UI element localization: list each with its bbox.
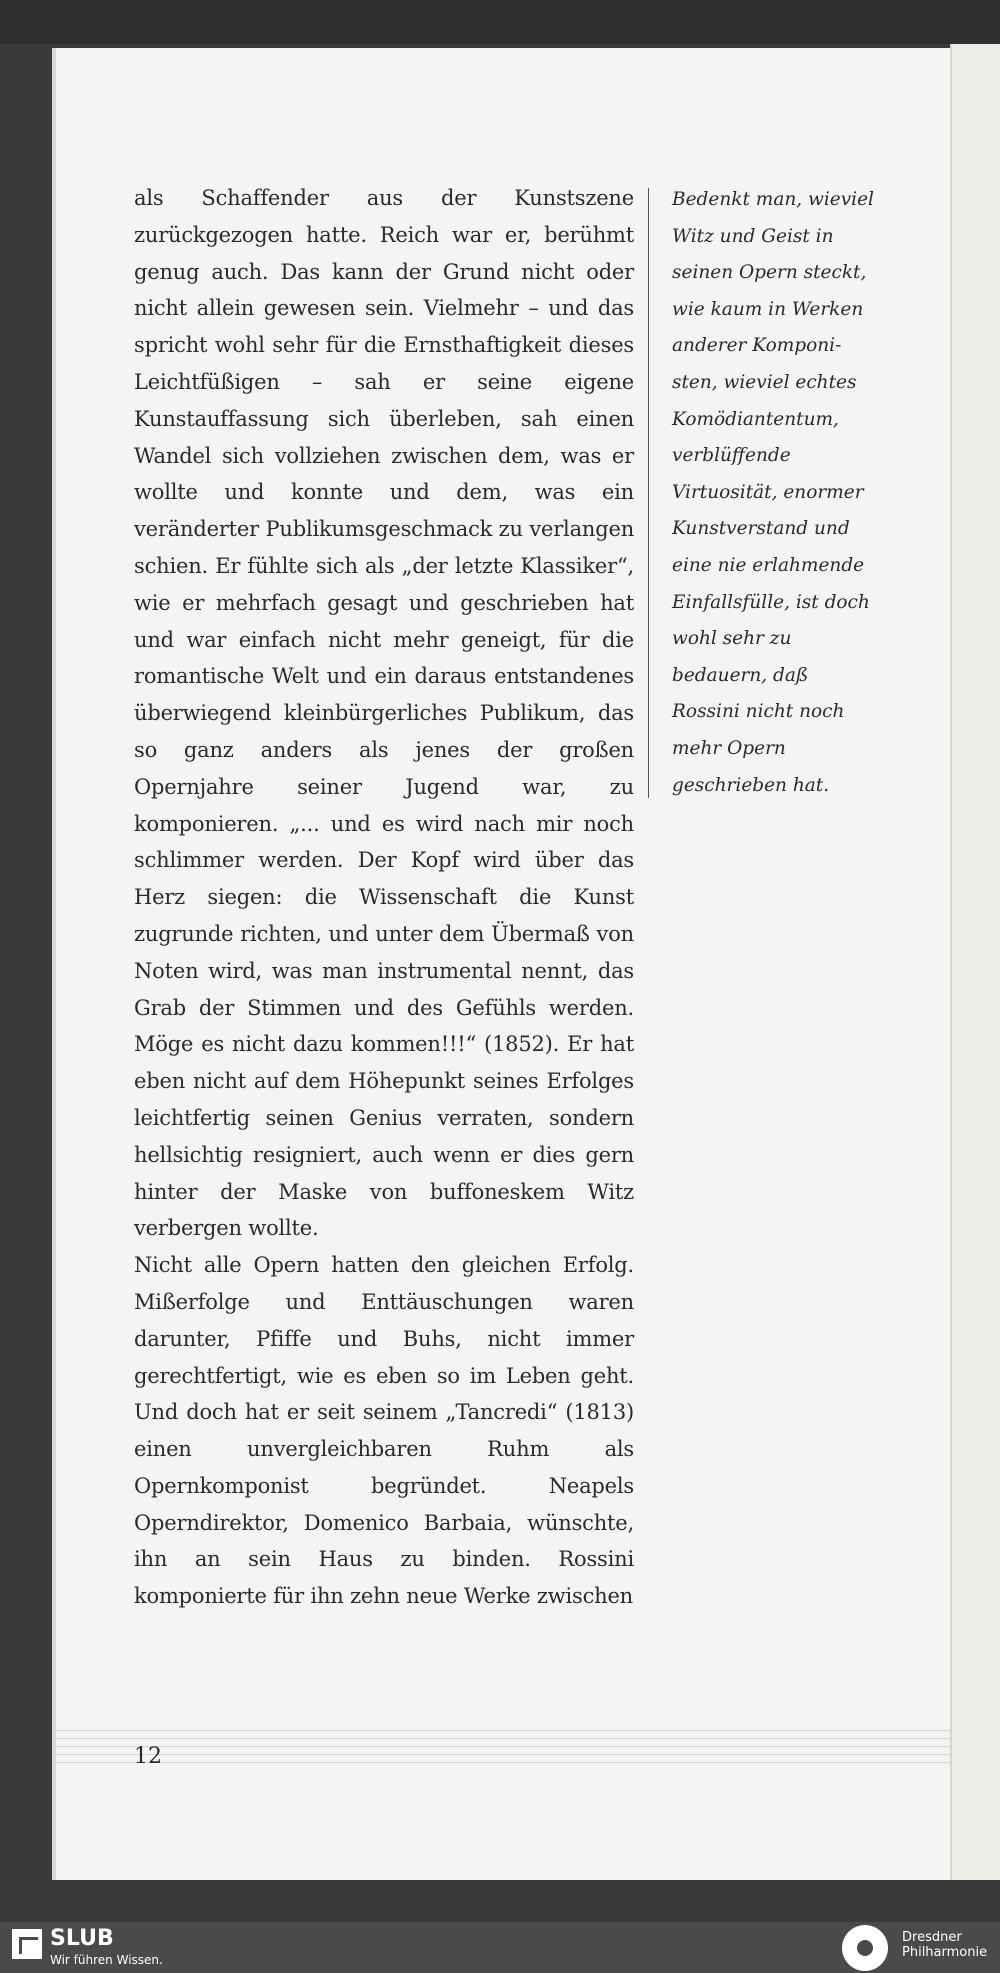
- sidebar-quote-line: Witz und Geist in: [672, 225, 834, 247]
- sidebar-quote: [672, 182, 887, 804]
- sidebar-quote-line: Komödiantentum,: [672, 408, 839, 430]
- sidebar-quote-line: wohl sehr zu: [672, 628, 792, 650]
- partner-name-line-2: Philharmonie: [902, 1945, 988, 1960]
- sidebar-divider: [648, 188, 649, 798]
- next-page-edge: [950, 44, 1000, 1880]
- body-paragraph-2: Nicht alle Opern hatten den gleichen Erfolg. Mißerfolge und Enttäuschungen waren darunter, Pfiffe und Buhs, nicht immer gerechtfertigt, wie es eben so im Leben geht. Und doch hat er seit seinem „Tancredi“ (1813) einen unvergleichbaren Ruhm als Opernkomponist begründet. Neapels Operndirektor, Domenico Barbaia, wünschte, ihn an sein Haus zu binden. Rossini komponierte für ihn zehn neue Werke zwischen: [134, 1253, 634, 1609]
- decorative-staff-lines: [56, 1730, 950, 1786]
- sidebar-quote-line: mehr Opern: [672, 737, 786, 759]
- sidebar-quote-line: Bedenkt man, wieviel: [672, 189, 874, 210]
- page-number: 12: [134, 1744, 162, 1769]
- scan-background-top: [0, 0, 1000, 44]
- sidebar-quote-line: geschrieben hat.: [672, 774, 830, 796]
- body-paragraph-1: als Schaffender aus der Kunstszene zurückgezogen hatte. Reich war er, berühmt genug auch. Das kann der Grund nicht oder nicht allein gewesen sein. Vielmehr – und das spricht wohl sehr für die Ernsthaftigkeit dieses Leichtfüßigen – sah er seine eigene Kunstauffassung sich überleben, sah einen Wandel sich vollziehen zwischen dem, was er wollte und konnte und dem, was ein veränderter Publikumsgeschmack zu verlangen schien. Er fühlte sich als „der letzte Klassiker“, wie er mehrfach gesagt und geschrieben hat und war einfach nicht mehr geneigt, für die romantische Welt und ein daraus entstandenes überwiegend kleinbürgerliches Publikum, das so ganz anders als jenes der großen Opernjahre seiner Jugend war, zu komponieren. „... und es wird nach mir noch schlimmer werden. Der Kopf wird über das Herz siegen: die Wissenschaft die Kunst zugrunde richten, und unter dem Übermaß von Noten wird, was man instrumental nennt, das Grab der Stimmen und des Gefühls werden. Möge es nicht dazu kommen!!!“ (1852). Er hat eben nicht auf dem Höhepunkt seines Erfolges leichtfertig seinen Genius verraten, sondern hellsichtig resigniert, auch wenn er dies gern hinter der Maske von buffoneskem Witz verbergen wollte.: [134, 186, 635, 1241]
- library-tagline: Wir führen Wissen.: [50, 1953, 163, 1967]
- sidebar-quote-line: Einfallsfülle, ist doch: [672, 591, 870, 613]
- sidebar-quote-line: verblüffende: [672, 445, 791, 467]
- main-text-column: [134, 180, 634, 1615]
- sidebar-quote-line: sten, wieviel echtes: [672, 371, 857, 393]
- sidebar-quote-line: wie kaum in Werken: [672, 298, 864, 320]
- sidebar-quote-line: anderer Komponi-: [672, 335, 842, 357]
- sidebar-quote-line: eine nie erlahmende: [672, 554, 865, 576]
- philharmonie-logo-icon: [842, 1925, 888, 1971]
- slub-logo-icon: [12, 1929, 42, 1959]
- sidebar-quote-line: seinen Opern steckt,: [672, 262, 867, 284]
- partner-name: [902, 1930, 1000, 1960]
- library-name: SLUB: [50, 1926, 114, 1951]
- sidebar-quote-line: Virtuosität, enormer: [672, 481, 864, 503]
- partner-name-line-1: Dresdner: [902, 1930, 962, 1945]
- sidebar-quote-line: Rossini nicht noch: [672, 701, 845, 723]
- sidebar-quote-line: Kunstverstand und: [672, 518, 850, 540]
- sidebar-quote-line: bedauern, daß: [672, 664, 809, 686]
